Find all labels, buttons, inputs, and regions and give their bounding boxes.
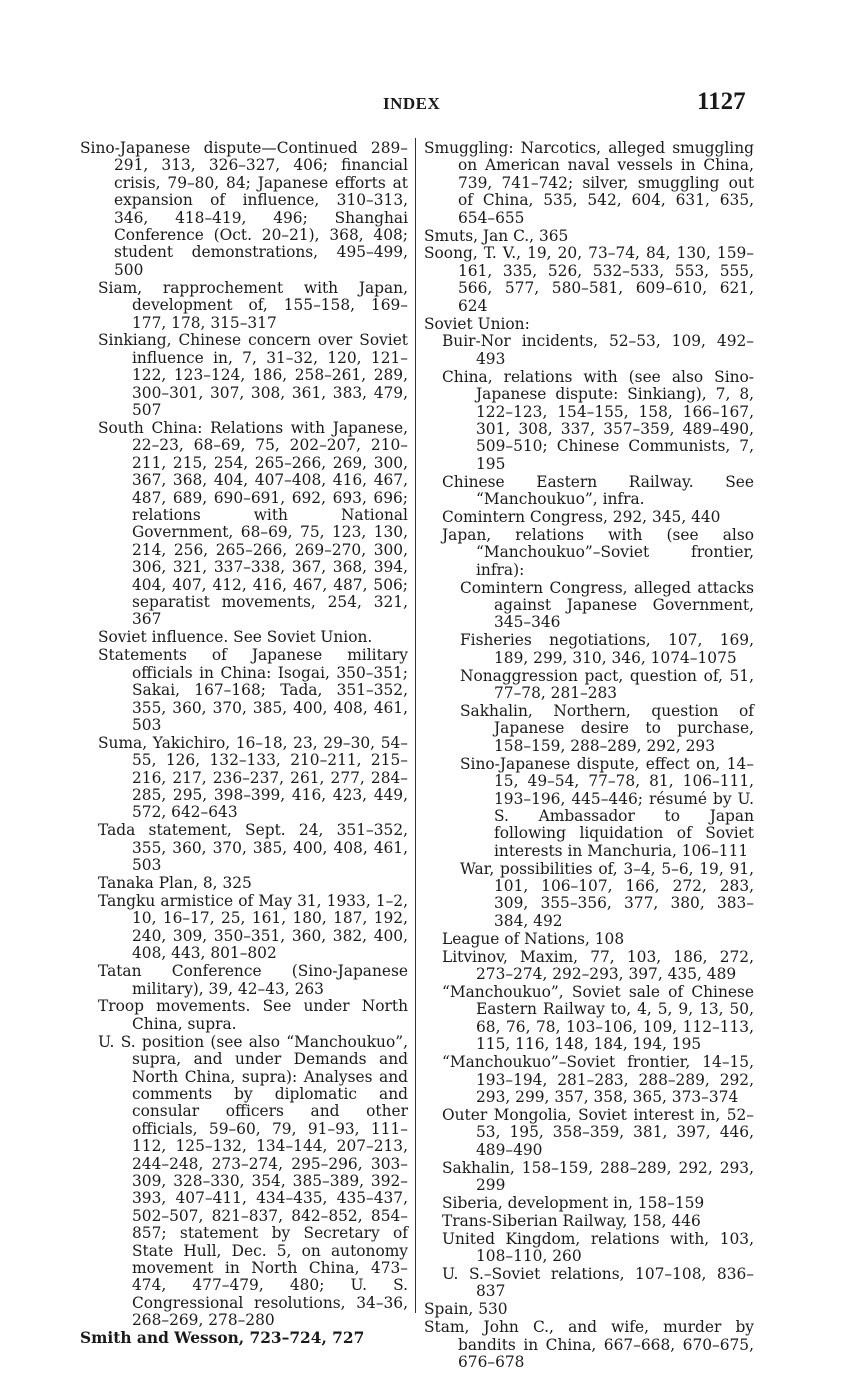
index-entry: Outer Mongolia, Soviet interest in, 52–53, 195, 358–359, 381, 397, 446, 489–490: [442, 1105, 754, 1159]
index-entry: Soviet influence. See Soviet Union.: [98, 628, 373, 647]
page-number: 1127: [697, 88, 746, 115]
index-entry: U. S.–Soviet relations, 107–108, 836–837: [442, 1265, 754, 1301]
page-header: [0, 88, 850, 122]
index-entry: “Manchoukuo”–Soviet frontier, 14–15, 193–194, 281–283, 288–289, 292, 293, 299, 357, 358, 365, 373–374: [442, 1053, 754, 1106]
index-entry: Suma, Yakichiro, 16–18, 23, 29–30, 54–55, 126, 132–133, 210–211, 215–216, 217, 236–237, 261, 277, 284–285, 295, 398–399, 416, 423, 449, 572, 642–643: [98, 733, 408, 822]
index-entry: Buir-Nor incidents, 52–53, 109, 492–493: [442, 332, 754, 368]
index-entry: Soviet Union:: [424, 314, 530, 333]
index-entry: Sakhalin, 158–159, 288–289, 292, 293, 299: [442, 1158, 754, 1194]
index-entry: South China: Relations with Japanese, 22–23, 68–69, 75, 202–207, 210–211, 215, 254, 265–266, 269, 300, 367, 368, 404, 407–408, 416, 467, 487, 689, 690–691, 692, 693, 696; relations with National Government, 68–69, 75, 123, 130, 214, 256, 265–266, 269–270, 300, 306, 321, 337–338, 367, 368, 394, 404, 407, 412, 416, 467, 487, 506; separatist movements, 254, 321, 367: [98, 419, 408, 629]
index-entry: War, possibilities of, 3–4, 5–6, 19, 91, 101, 106–107, 166, 272, 283, 309, 355–356, 377, 380, 383–384, 492: [460, 859, 754, 930]
index-entry: “Manchoukuo”, Soviet sale of Chinese Eastern Railway to, 4, 5, 9, 13, 50, 68, 76, 78, 103–106, 109, 112–113, 115, 116, 148, 184, 194, 195: [442, 983, 754, 1054]
index-entry: Sinkiang, Chinese concern over Soviet influence in, 7, 31–32, 120, 121–122, 123–124, 186, 258–261, 289, 300–301, 307, 308, 361, 383, 479, 507: [98, 331, 408, 420]
index-entry: Troop movements. See under North China, supra.: [98, 997, 408, 1033]
index-entry: U. S. position (see also “Manchoukuo”, supra, and under Demands and North China, supra): Analyses and comments by diplomatic and consular officers and other officials, 59–60, 79, 91–93, 111–112, 125–132, 134–144, 207–213, 244–248, 273–274, 295–296, 303–309, 328–330, 354, 385–389, 392–393, 407–411, 434–435, 435–437, 502–507, 821–837, 842–852, 854–857; statement by Secretary of State Hull, Dec. 5, on autonomy movement in North China, 473–474, 477–479, 480; U. S. Congressional resolutions, 34–36, 268–269, 278–280: [98, 1032, 408, 1330]
index-entry: China, relations with (see also Sino-Japanese dispute: Sinkiang), 7, 8, 122–123, 154–155, 158, 166–167, 301, 308, 337, 357–359, 489–490, 509–510; Chinese Communists, 7, 195: [442, 367, 754, 473]
index-entry: Comintern Congress, 292, 345, 440: [442, 508, 721, 527]
index-entry: Tanaka Plan, 8, 325: [98, 874, 252, 893]
index-column-left: [80, 140, 408, 1348]
index-entry: League of Nations, 108: [442, 929, 625, 948]
index-entry: Smuts, Jan C., 365: [424, 226, 569, 245]
index-entry: Trans-Siberian Railway, 158, 446: [442, 1211, 701, 1230]
index-entry: Smuggling: Narcotics, alleged smuggling on American naval vessels in China, 739, 741–742; silver, smuggling out of China, 535, 542, 604, 631, 635, 654–655: [424, 139, 754, 227]
index-entry: Tatan Conference (Sino-Japanese military), 39, 42–43, 263: [98, 962, 408, 998]
index-entry: Siam, rapprochement with Japan, development of, 155–158, 169–177, 178, 315–317: [98, 278, 408, 332]
column-divider: [415, 138, 416, 1313]
index-entry: Fisheries negotiations, 107, 169, 189, 299, 310, 346, 1074–1075: [460, 631, 754, 667]
index-entry: United Kingdom, relations with, 103, 108–110, 260: [442, 1229, 754, 1266]
index-entry: Comintern Congress, alleged attacks against Japanese Government, 345–346: [460, 578, 754, 632]
running-title: INDEX: [383, 94, 441, 113]
index-entry: Tada statement, Sept. 24, 351–352, 355, 360, 370, 385, 400, 408, 461, 503: [98, 821, 408, 875]
index-entry: Sakhalin, Northern, question of Japanese desire to purchase, 158–159, 288–289, 292, 293: [460, 702, 754, 755]
index-entry: Sino-Japanese dispute, effect on, 14–15, 49–54, 77–78, 81, 106–111, 193–196, 445–446; résumé by U. S. Ambassador to Japan following liquidation of Soviet interests in Manchuria, 106–111: [460, 754, 754, 860]
index-entry: Nonaggression pact, question of, 51, 77–78, 281–283: [460, 666, 754, 703]
index-entry: Statements of Japanese military officials in China: Isogai, 350–351; Sakai, 167–168; Tada, 351–352, 355, 360, 370, 385, 400, 408, 461, 503: [98, 646, 408, 734]
index-column-right: [424, 140, 754, 1372]
index-entry: Japan, relations with (see also “Manchoukuo”–Soviet frontier, infra):: [442, 525, 754, 579]
index-entry: Stam, John C., and wife, murder by bandits in China, 667–668, 670–675, 676–678: [424, 1318, 754, 1372]
index-entry: Spain, 530: [424, 1300, 508, 1319]
index-entry: Chinese Eastern Railway. See “Manchoukuo”, infra.: [442, 472, 754, 509]
index-entry: Soong, T. V., 19, 20, 73–74, 84, 130, 159–161, 335, 526, 532–533, 553, 555, 566, 577, 580–581, 609–610, 621, 624: [424, 244, 754, 315]
index-entry: Sino-Japanese dispute—Continued 289–291, 313, 326–327, 406; financial crisis, 79–80, 84; Japanese efforts at expansion of influence, 310–313, 346, 418–419, 496; Shanghai Conference (Oct. 20–21), 368, 408; student demonstrations, 495–499, 500: [80, 139, 408, 279]
index-entry: Tangku armistice of May 31, 1933, 1–2, 10, 16–17, 25, 161, 180, 187, 192, 240, 309, 350–351, 360, 382, 400, 408, 443, 801–802: [98, 891, 408, 963]
index-entry: Smith and Wesson, 723–724, 727: [80, 1329, 365, 1348]
index-entry: Litvinov, Maxim, 77, 103, 186, 272, 273–274, 292–293, 397, 435, 489: [442, 947, 754, 984]
index-entry: Siberia, development in, 158–159: [442, 1193, 705, 1212]
